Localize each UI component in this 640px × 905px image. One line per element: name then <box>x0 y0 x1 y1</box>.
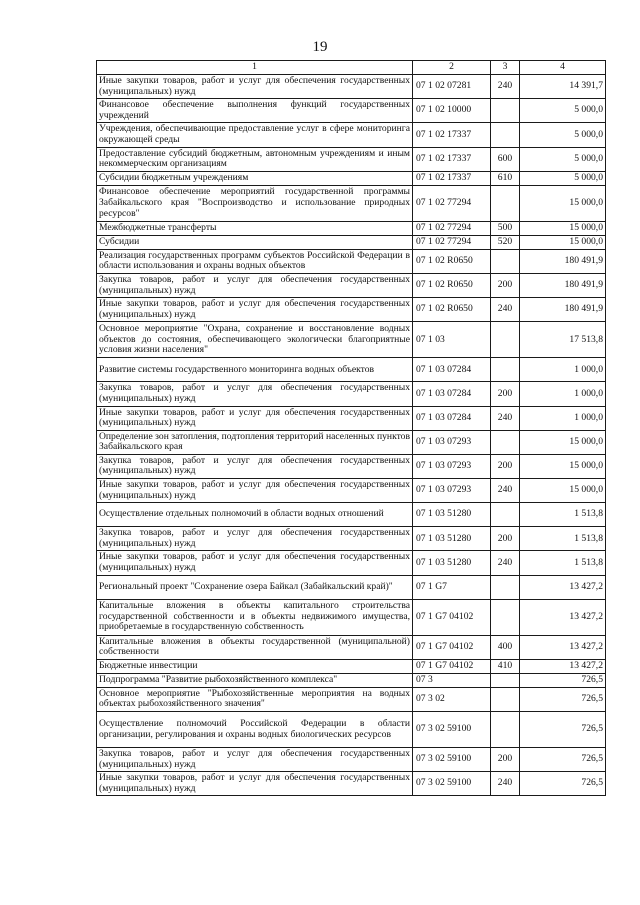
row-amount-cell: 1 513,8 <box>520 503 606 527</box>
row-name-cell: Основное мероприятие "Рыбохозяйственные мероприятия на водных объектах рыбохозяйственного значения" <box>97 687 413 711</box>
row-code-cell: 07 1 03 07284 <box>413 358 491 382</box>
row-code-cell: 07 1 02 R0650 <box>413 249 491 273</box>
row-amount-cell: 15 000,0 <box>520 185 606 221</box>
row-amount-cell: 13 427,2 <box>520 635 606 659</box>
row-type-cell <box>491 575 520 599</box>
row-name-cell: Закупка товаров, работ и услуг для обеспечения государственных (муниципальных) нужд <box>97 382 413 406</box>
row-name-cell: Предоставление субсидий бюджетным, автономным учреждениям и иным некоммерческим организациям <box>97 147 413 171</box>
row-code-cell: 07 1 03 <box>413 322 491 358</box>
table-row <box>97 273 606 297</box>
row-amount-cell: 1 513,8 <box>520 527 606 551</box>
row-code-cell: 07 1 02 77294 <box>413 235 491 249</box>
row-code-cell: 07 1 02 77294 <box>413 185 491 221</box>
row-type-cell <box>491 599 520 635</box>
row-amount-cell: 5 000,0 <box>520 147 606 171</box>
row-amount-cell: 180 491,9 <box>520 298 606 322</box>
row-type-cell: 520 <box>491 235 520 249</box>
table-row <box>97 527 606 551</box>
row-name-cell: Подпрограмма "Развитие рыбохозяйственного комплекса" <box>97 673 413 687</box>
row-name-cell: Определение зон затопления, подтопления территорий населенных пунктов Забайкальского края <box>97 430 413 454</box>
table-row <box>97 575 606 599</box>
row-name-cell: Иные закупки товаров, работ и услуг для обеспечения государственных (муниципальных) нужд <box>97 551 413 575</box>
row-type-cell: 600 <box>491 147 520 171</box>
row-name-cell: Межбюджетные трансферты <box>97 221 413 235</box>
row-code-cell: 07 1 02 10000 <box>413 99 491 123</box>
row-type-cell <box>491 99 520 123</box>
column-header-name: 1 <box>97 61 413 75</box>
row-code-cell: 07 1 G7 <box>413 575 491 599</box>
row-type-cell: 500 <box>491 221 520 235</box>
table-row <box>97 430 606 454</box>
row-type-cell: 200 <box>491 748 520 772</box>
row-amount-cell: 15 000,0 <box>520 454 606 478</box>
row-code-cell: 07 1 02 R0650 <box>413 273 491 297</box>
table-row <box>97 123 606 147</box>
row-type-cell: 240 <box>491 298 520 322</box>
table-row <box>97 551 606 575</box>
table-header-row <box>97 61 606 75</box>
row-type-cell: 410 <box>491 659 520 673</box>
row-amount-cell: 726,5 <box>520 687 606 711</box>
row-name-cell: Закупка товаров, работ и услуг для обеспечения государственных (муниципальных) нужд <box>97 273 413 297</box>
row-name-cell: Реализация государственных программ субъектов Российской Федерации в области использования и охраны водных объектов <box>97 249 413 273</box>
table-row <box>97 322 606 358</box>
table-row <box>97 249 606 273</box>
row-amount-cell: 5 000,0 <box>520 99 606 123</box>
row-amount-cell: 180 491,9 <box>520 249 606 273</box>
row-amount-cell: 15 000,0 <box>520 430 606 454</box>
table-row <box>97 599 606 635</box>
row-amount-cell: 1 000,0 <box>520 406 606 430</box>
row-amount-cell: 15 000,0 <box>520 221 606 235</box>
table-row <box>97 479 606 503</box>
row-type-cell <box>491 123 520 147</box>
table-body <box>97 75 606 796</box>
row-name-cell: Закупка товаров, работ и услуг для обеспечения государственных (муниципальных) нужд <box>97 748 413 772</box>
row-code-cell: 07 1 03 51280 <box>413 551 491 575</box>
row-name-cell: Учреждения, обеспечивающие предоставление услуг в сфере мониторинга окружающей среды <box>97 123 413 147</box>
table-row <box>97 147 606 171</box>
table-row <box>97 454 606 478</box>
row-code-cell: 07 1 G7 04102 <box>413 599 491 635</box>
row-name-cell: Капитальные вложения в объекты капитального строительства государственной собственности и в объекты недвижимого имущества, приобретаемые в государственную собственность <box>97 599 413 635</box>
row-code-cell: 07 3 02 <box>413 687 491 711</box>
row-type-cell: 200 <box>491 454 520 478</box>
row-amount-cell: 726,5 <box>520 673 606 687</box>
row-code-cell: 07 3 02 59100 <box>413 748 491 772</box>
row-type-cell: 240 <box>491 772 520 796</box>
row-name-cell: Закупка товаров, работ и услуг для обеспечения государственных (муниципальных) нужд <box>97 454 413 478</box>
row-type-cell: 240 <box>491 479 520 503</box>
table-row <box>97 687 606 711</box>
row-type-cell <box>491 322 520 358</box>
table-row <box>97 235 606 249</box>
row-type-cell <box>491 503 520 527</box>
row-name-cell: Осуществление полномочий Российской Федерации в области организации, регулирования и охраны водных биологических ресурсов <box>97 712 413 748</box>
table-row <box>97 99 606 123</box>
row-name-cell: Иные закупки товаров, работ и услуг для обеспечения государственных (муниципальных) нужд <box>97 772 413 796</box>
table-row <box>97 772 606 796</box>
row-type-cell: 240 <box>491 551 520 575</box>
row-amount-cell: 13 427,2 <box>520 575 606 599</box>
row-amount-cell: 726,5 <box>520 712 606 748</box>
row-code-cell: 07 3 02 59100 <box>413 772 491 796</box>
row-name-cell: Финансовое обеспечение выполнения функций государственных учреждений <box>97 99 413 123</box>
table-row <box>97 748 606 772</box>
row-type-cell: 240 <box>491 406 520 430</box>
table-row <box>97 712 606 748</box>
row-amount-cell: 5 000,0 <box>520 171 606 185</box>
table-row <box>97 75 606 99</box>
table-row <box>97 406 606 430</box>
column-header-type: 3 <box>491 61 520 75</box>
row-code-cell: 07 1 03 51280 <box>413 503 491 527</box>
row-name-cell: Иные закупки товаров, работ и услуг для обеспечения государственных (муниципальных) нужд <box>97 479 413 503</box>
row-name-cell: Закупка товаров, работ и услуг для обеспечения государственных (муниципальных) нужд <box>97 527 413 551</box>
row-amount-cell: 1 000,0 <box>520 358 606 382</box>
budget-table <box>96 60 606 796</box>
row-code-cell: 07 1 G7 04102 <box>413 659 491 673</box>
row-code-cell: 07 1 03 07293 <box>413 454 491 478</box>
column-header-code: 2 <box>413 61 491 75</box>
row-type-cell: 610 <box>491 171 520 185</box>
row-type-cell: 400 <box>491 635 520 659</box>
table-row <box>97 673 606 687</box>
row-amount-cell: 13 427,2 <box>520 599 606 635</box>
row-name-cell: Иные закупки товаров, работ и услуг для обеспечения государственных (муниципальных) нужд <box>97 406 413 430</box>
row-type-cell: 200 <box>491 527 520 551</box>
column-header-amount: 4 <box>520 61 606 75</box>
row-name-cell: Субсидии <box>97 235 413 249</box>
row-name-cell: Капитальные вложения в объекты государственной (муниципальной) собственности <box>97 635 413 659</box>
row-type-cell <box>491 673 520 687</box>
row-amount-cell: 726,5 <box>520 748 606 772</box>
row-code-cell: 07 1 03 07293 <box>413 430 491 454</box>
row-code-cell: 07 1 02 17337 <box>413 123 491 147</box>
table-row <box>97 221 606 235</box>
row-amount-cell: 14 391,7 <box>520 75 606 99</box>
row-type-cell <box>491 687 520 711</box>
row-name-cell: Основное мероприятие "Охрана, сохранение и восстановление водных объектов до состояния, обеспечивающего экологически благоприятные условия жизни населения" <box>97 322 413 358</box>
row-amount-cell: 15 000,0 <box>520 479 606 503</box>
row-code-cell: 07 3 02 59100 <box>413 712 491 748</box>
row-code-cell: 07 1 02 17337 <box>413 171 491 185</box>
row-type-cell: 200 <box>491 382 520 406</box>
table-row <box>97 635 606 659</box>
row-amount-cell: 1 513,8 <box>520 551 606 575</box>
row-code-cell: 07 1 02 77294 <box>413 221 491 235</box>
row-name-cell: Бюджетные инвестиции <box>97 659 413 673</box>
row-code-cell: 07 3 <box>413 673 491 687</box>
row-code-cell: 07 1 03 07284 <box>413 406 491 430</box>
table-row <box>97 171 606 185</box>
table-row <box>97 298 606 322</box>
row-amount-cell: 1 000,0 <box>520 382 606 406</box>
row-code-cell: 07 1 02 17337 <box>413 147 491 171</box>
row-type-cell <box>491 712 520 748</box>
row-amount-cell: 180 491,9 <box>520 273 606 297</box>
table-row <box>97 503 606 527</box>
row-code-cell: 07 1 G7 04102 <box>413 635 491 659</box>
table-row <box>97 659 606 673</box>
row-amount-cell: 13 427,2 <box>520 659 606 673</box>
row-type-cell <box>491 358 520 382</box>
row-name-cell: Осуществление отдельных полномочий в области водных отношений <box>97 503 413 527</box>
page-number: 19 <box>312 39 328 55</box>
row-amount-cell: 17 513,8 <box>520 322 606 358</box>
row-amount-cell: 726,5 <box>520 772 606 796</box>
row-type-cell: 240 <box>491 75 520 99</box>
row-amount-cell: 15 000,0 <box>520 235 606 249</box>
row-name-cell: Региональный проект "Сохранение озера Байкал (Забайкальский край)" <box>97 575 413 599</box>
row-amount-cell: 5 000,0 <box>520 123 606 147</box>
table-row <box>97 358 606 382</box>
row-name-cell: Иные закупки товаров, работ и услуг для обеспечения государственных (муниципальных) нужд <box>97 75 413 99</box>
row-name-cell: Субсидии бюджетным учреждениям <box>97 171 413 185</box>
row-name-cell: Иные закупки товаров, работ и услуг для обеспечения государственных (муниципальных) нужд <box>97 298 413 322</box>
row-code-cell: 07 1 03 07284 <box>413 382 491 406</box>
row-name-cell: Развитие системы государственного мониторинга водных объектов <box>97 358 413 382</box>
table-row <box>97 382 606 406</box>
row-type-cell <box>491 185 520 221</box>
row-type-cell <box>491 430 520 454</box>
row-code-cell: 07 1 02 R0650 <box>413 298 491 322</box>
table-row <box>97 185 606 221</box>
row-type-cell <box>491 249 520 273</box>
row-code-cell: 07 1 03 51280 <box>413 527 491 551</box>
row-code-cell: 07 1 02 07281 <box>413 75 491 99</box>
row-code-cell: 07 1 03 07293 <box>413 479 491 503</box>
row-name-cell: Финансовое обеспечение мероприятий государственной программы Забайкальского края "Воспроизводство и использование природных ресурсов" <box>97 185 413 221</box>
row-type-cell: 200 <box>491 273 520 297</box>
